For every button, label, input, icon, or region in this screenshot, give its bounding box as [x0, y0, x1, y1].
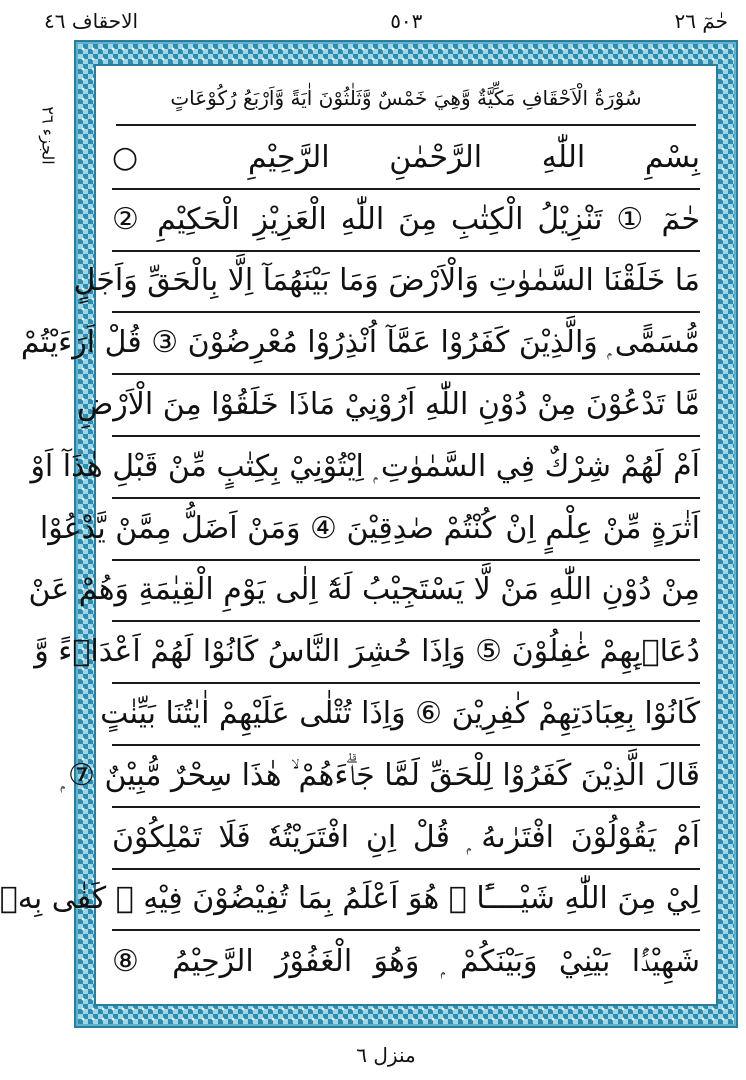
- header-juz-label: حٰمٓ ٢٦: [674, 9, 728, 33]
- verse-line: اَثٰرَةٍ مِّنْ عِلْمٍ اِنْ كُنْتُمْ صٰدِقِيْنَ ④ وَمَنْ اَضَلُّ مِمَّنْ يَّدْعُوْا: [112, 499, 700, 561]
- page-number: ٥٠٣: [390, 9, 423, 33]
- verse-line: دُعَاۗىِٕهِمْ غٰفِلُوْنَ ⑤ وَاِذَا حُشِرَ النَّاسُ كَانُوْا لَهُمْ اَعْدَاۗءً وَّ: [112, 622, 700, 684]
- verse-line: مِنْ دُوْنِ اللّٰهِ مَنْ لَّا يَسْتَجِيْبُ لَهٗٓ اِلٰى يَوْمِ الْقِيٰمَةِ وَهُمْ عَنْ: [112, 561, 700, 623]
- page-header: [44, 6, 728, 36]
- verse-line: شَهِيْدًۢا بَيْنِيْ وَبَيْنَكُمْ ۭ وَهُوَ الْغَفُوْرُ الرَّحِيْمُ ⑧: [112, 944, 700, 980]
- manzil-footer: منزل ٦: [356, 1043, 416, 1067]
- header-surah-label: الاحقاف ٤٦: [44, 9, 139, 33]
- surah-heading: سُوْرَةُ الْاَحْقَافِ مَكِّيَّةٌ وَّهِيَ خَمْسٌ وَّثَلٰثُوْنَ اٰيَةً وَّاَرْبَعُ رُكُوْعَاتٍ: [116, 72, 696, 126]
- verse-line: اَمْ لَهُمْ شِرْكٌ فِي السَّمٰوٰتِ ۭ اِيْتُوْنِيْ بِكِتٰبٍ مِّنْ قَبْلِ هٰذَآ اَوْ: [112, 437, 700, 499]
- verse-line: لِيْ مِنَ اللّٰهِ شَيْــــًٔا ۭ هُوَ اَعْلَمُ بِمَا تُفِيْضُوْنَ فِيْهِ ۭ كَفٰى بِهٖ: [112, 870, 700, 932]
- verse-line: مُّسَمًّى ۭ وَالَّذِيْنَ كَفَرُوْا عَمَّآ اُنْذِرُوْا مُعْرِضُوْنَ ③ قُلْ اَرَءَيْتُمْ: [112, 313, 700, 375]
- side-juz-label: الجزء ٢٦: [38, 105, 58, 165]
- verse-line: حٰمٓ ① تَنْزِيْلُ الْكِتٰبِ مِنَ اللّٰهِ الْعَزِيْزِ الْحَكِيْمِ ②: [112, 190, 700, 252]
- verse-line: اَمْ يَقُوْلُوْنَ افْتَرٰىهُ ۭ قُلْ اِنِ افْتَرَيْتُهٗ فَلَا تَمْلِكُوْنَ: [112, 808, 700, 870]
- verse-line: قَالَ الَّذِيْنَ كَفَرُوْا لِلْحَقِّ لَمَّا جَاۗءَهُمْ ۙ هٰذَا سِحْرٌ مُّبِيْنٌ ⑦ ۭ: [112, 746, 700, 808]
- verse-line: كَانُوْا بِعِبَادَتِهِمْ كٰفِرِيْنَ ⑥ وَاِذَا تُتْلٰى عَلَيْهِمْ اٰيٰتُنَا بَيِّنٰتٍ: [112, 684, 700, 746]
- verse-line: مَا خَلَقْنَا السَّمٰوٰتِ وَالْاَرْضَ وَمَا بَيْنَهُمَآ اِلَّا بِالْحَقِّ وَاَجَلٍ: [112, 252, 700, 314]
- verse-line: بِسْمِ اللّٰهِ الرَّحْمٰنِ الرَّحِيْمِ ○: [112, 128, 700, 190]
- verse-line: مَّا تَدْعُوْنَ مِنْ دُوْنِ اللّٰهِ اَرُوْنِيْ مَاذَا خَلَقُوْا مِنَ الْاَرْضِ: [112, 375, 700, 437]
